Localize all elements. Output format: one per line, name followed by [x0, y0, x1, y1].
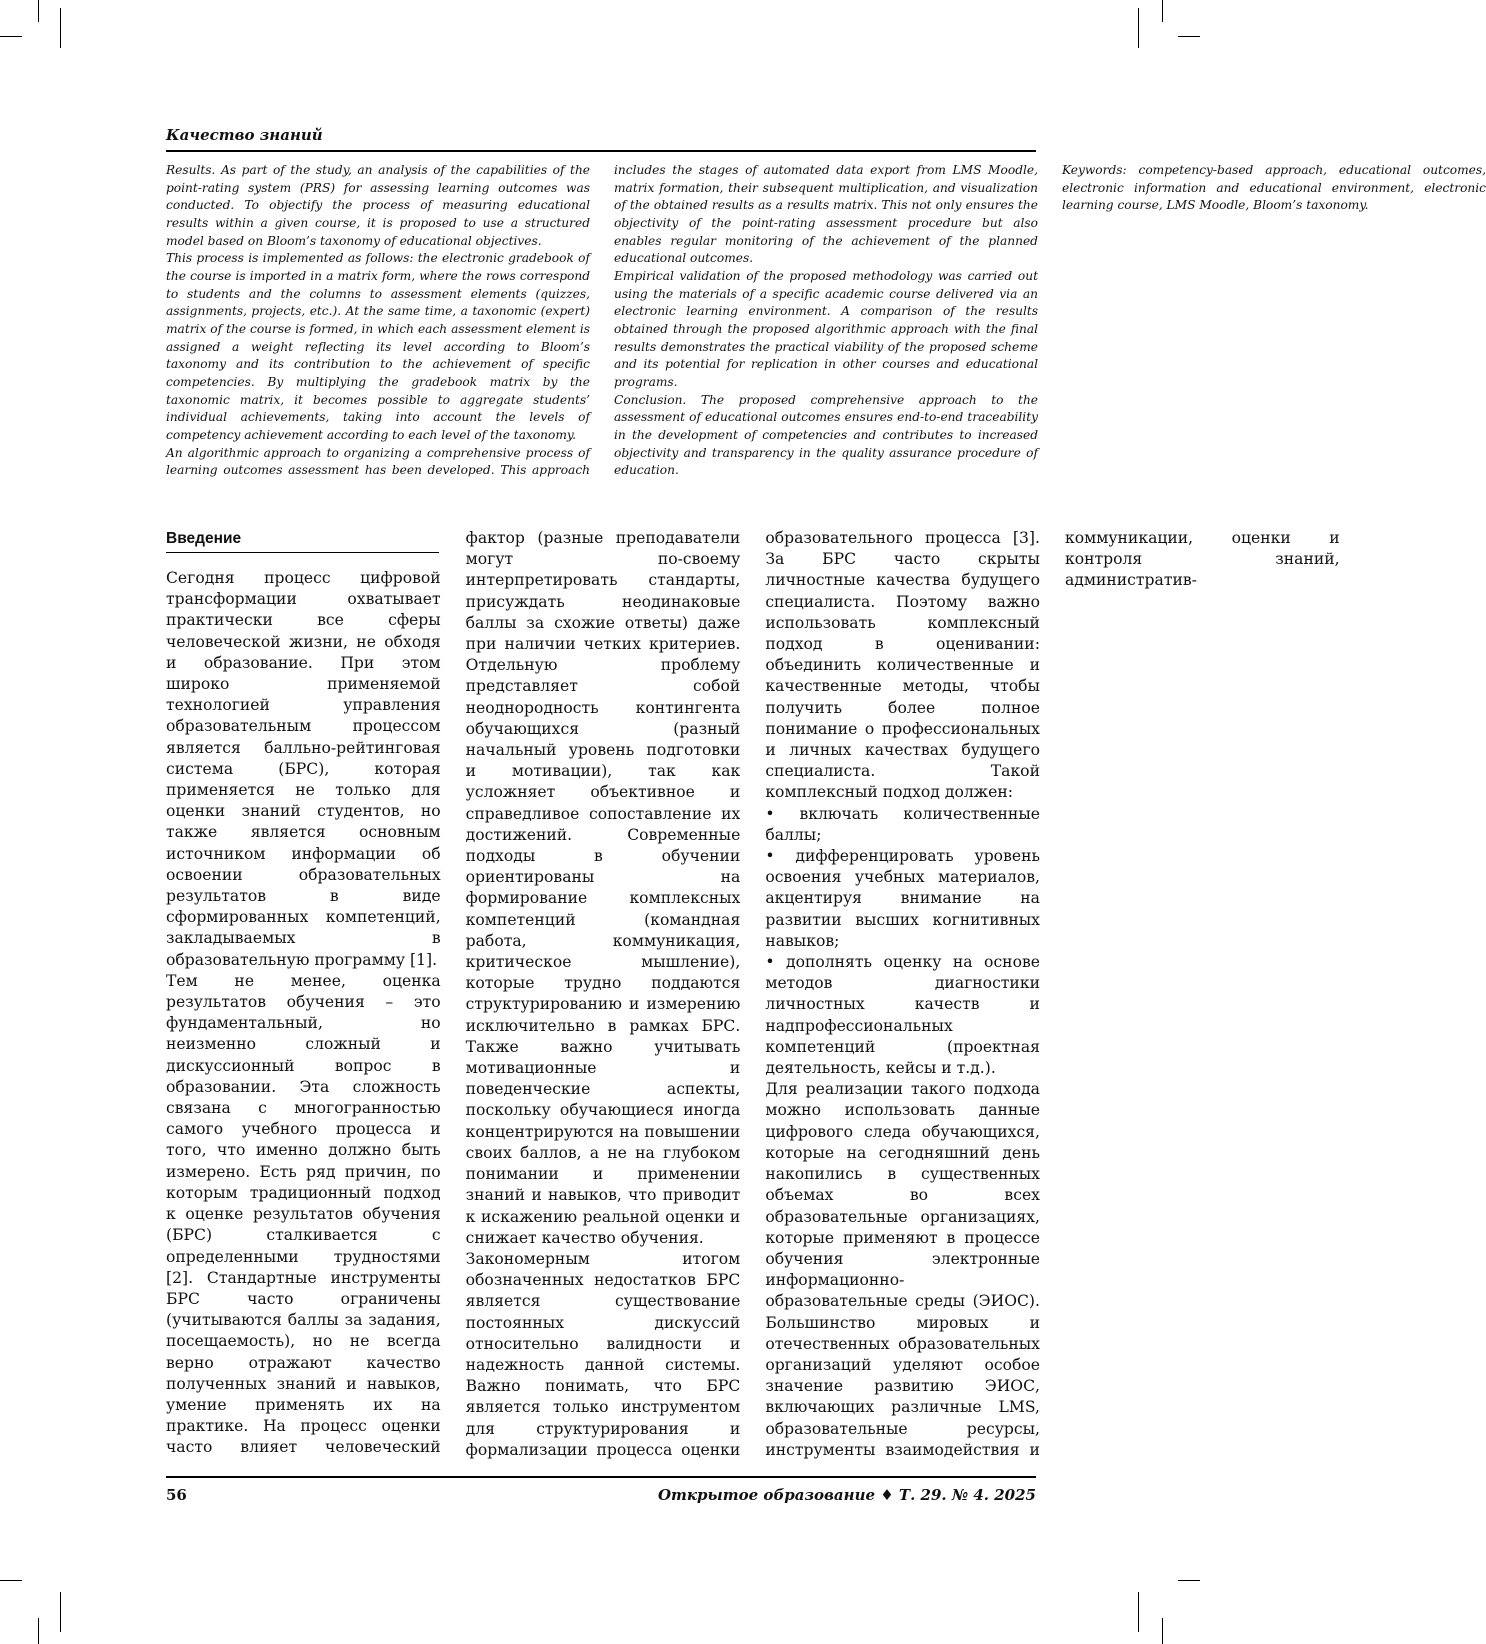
crop-mark: [1138, 1592, 1139, 1632]
keywords-label: Keywords:: [1062, 163, 1127, 177]
intro-paragraph-2: Тем не менее, оценка результатов обучения – это фундаментальный, но неизменно сложный и дискуссионный вопрос в образовании. Эта сложность связана с многогранностью самого учебного процесса и того, что именно должно быть измерено. Есть ряд причин, по которым традиционный подход к оценке результатов обучения (БРС) сталкивается с определенными трудностями [2]. Стандартные инструменты БРС часто ограничены (учитываются баллы за задания, посещаемость), но не всегда верно отражают качество полученных знаний и навыков, умение применять их на практике. На процесс оценки часто влияет человеческий фактор (разные преподаватели могут по-своему интерпретировать стандарты, присуждать неодинаковые баллы за схожие ответы) даже при наличии четких критериев. Отдельную проблему представляет собой неоднородность контингента обучающихся (разный начальный уровень подготовки и мотивации), так как усложняет объективное и справедливое сопоставление их достижений. Современные подходы в обучении ориентированы на формирование комплексных компетенций (командная работа, коммуникация, критическое мышление), которые трудно поддаются структурированию и измерению исключительно в рамках БРС. Также важно учитывать мотивационные и поведенческие аспекты, поскольку обучающиеся иногда концентрируются на повышении своих баллов, а не на глубоком понимании и применении знаний и навыков, что приводит к искажению реальной оценки и снижает качество обучения.: [166, 529, 741, 1457]
crop-mark: [1162, 1618, 1163, 1644]
conclusion-label: Conclusion.: [614, 392, 687, 407]
crop-mark: [0, 36, 22, 37]
section-title: Введение: [166, 530, 242, 547]
bullet-item: • дифференцировать уровень освоения учебных материалов, акцентируя внимание на развитии высших когнитивных навыков;: [765, 847, 1040, 950]
bullet-item: • включать количественные баллы;: [765, 804, 1040, 844]
crop-mark: [60, 1592, 61, 1632]
abstract-results-p2: This process is implemented as follows: the electronic gradebook of the course is imported in a matrix form, where the rows correspond to students and the columns to assessment elements (quizzes, assignments, projects, etc.). At the same time, a taxonomic (expert) matrix of the course is formed, in which each assessment element is assigned a weight reflecting its level according to Bloom’s taxonomy and its contribution to the achievement of specific competencies. By multiplying the gradebook matrix by the taxonomic matrix, it becomes possible to aggregate students’ individual achievements, taking into account the levels of competency achievement according to each level of the taxonomy.: [166, 251, 590, 442]
intro-paragraph-4: Для реализации такого подхода можно использовать данные цифрового следа обучающихся, которые на сегодняшний день накопились в существенных объемах во всех образовательные организациях, которые применяют в процессе обучения электронные информационно-образовательные среды (ЭИОС). Большинство мировых и отечественных образовательных организаций уделяют особое значение развитию ЭИОС, включающих различные LMS, образовательные ресурсы, инструменты взаимодействия и коммуникации, оценки и контроля знаний, административ-: [765, 529, 1340, 1459]
crop-mark: [38, 0, 39, 22]
section-title-space: [166, 528, 441, 568]
intro-paragraph-1: Сегодня процесс цифровой трансформации охватывает практически все сферы человеческой жизни, не обходя и образование. При этом широко применяемой технологией управления образовательным процессом является балльно-рейтинговая система (БРС), которая применяется не только для оценки знаний студентов, но также является основным источником информации об освоении образовательных результатов в виде сформированных компетенций, закладываемых в образовательную программу [1].: [166, 569, 441, 969]
crop-mark: [38, 1618, 39, 1644]
abstract-results-p3: An algorithmic approach to organizing a comprehensive process of learning outcomes assessment has been developed. This approach includes the stages of automated data export from LMS Moodle, matrix formation, their subsequent multiplication, and visualization of the obtained results as a results matrix. This not only ensures the objectivity of the point-rating assessment procedure but also enables regular monitoring of the achievement of the planned educational outcomes.: [166, 163, 1038, 478]
body-flow: [166, 528, 1340, 1466]
crop-mark: [60, 8, 61, 48]
abstract-conclusion: Conclusion. The proposed comprehensive approach to the assessment of educational outcomes ensures end-to-end traceability in the development of competencies and contributes to increased objectivity and transparency in the quality assurance procedure of education.: [614, 392, 1039, 478]
crop-mark: [1178, 1580, 1200, 1581]
results-label: Results.: [166, 163, 216, 177]
bullet-item: • дополнять оценку на основе методов диагностики личностных качеств и надпрофессиональных компетенций (проектная деятельность, кейсы и т.д.).: [765, 953, 1040, 1078]
abstract-flow: [166, 162, 1486, 492]
abstract-results-p1: Results. As part of the study, an analysis of the capabilities of the point-rating system (PRS) for assessing learning outcomes was conducted. To objectify the process of measuring educational results within a given course, it is proposed to use a structured model based on Bloom’s taxonomy of educational objectives.: [166, 163, 591, 248]
crop-mark: [1162, 0, 1163, 22]
footer-rule: [166, 1476, 1036, 1478]
header-rule: [166, 150, 1036, 152]
crop-mark: [1138, 8, 1139, 48]
journal-citation: Открытое образование ♦ Т. 29. № 4. 2025: [657, 1486, 1036, 1504]
abstract-results-p4: Empirical validation of the proposed methodology was carried out using the materials of a specific academic course delivered via an electronic learning environment. A comparison of the results obtained through the proposed algorithmic approach with the final results demonstrates the practical viability of the proposed scheme and its potential for replication in other courses and educational programs.: [614, 268, 1038, 389]
crop-mark: [1178, 36, 1200, 37]
crop-mark: [0, 1580, 22, 1581]
abstract-keywords: Keywords: competency-based approach, educational outcomes, electronic information and educational environment, electronic learning course, LMS Moodle, Bloom’s taxonomy.: [1062, 163, 1486, 213]
intro-paragraph-3: Закономерным итогом обозначенных недостатков БРС является существование постоянных дискуссий относительно валидности и надежность данной системы. Важно понимать, что БРС является только инструментом для структурирования и формализации процесса оценки образовательного процесса [3]. За БРС часто скрыты личностные качества будущего специалиста. Поэтому важно использовать комплексный подход в оценивании: объединить количественные и качественные методы, чтобы получить более полное понимание о профессиональных и личных качествах будущего специалиста. Такой комплексный подход должен:: [465, 529, 1040, 1459]
page-number: 56: [166, 1486, 187, 1504]
running-head: Качество знаний: [166, 126, 323, 144]
